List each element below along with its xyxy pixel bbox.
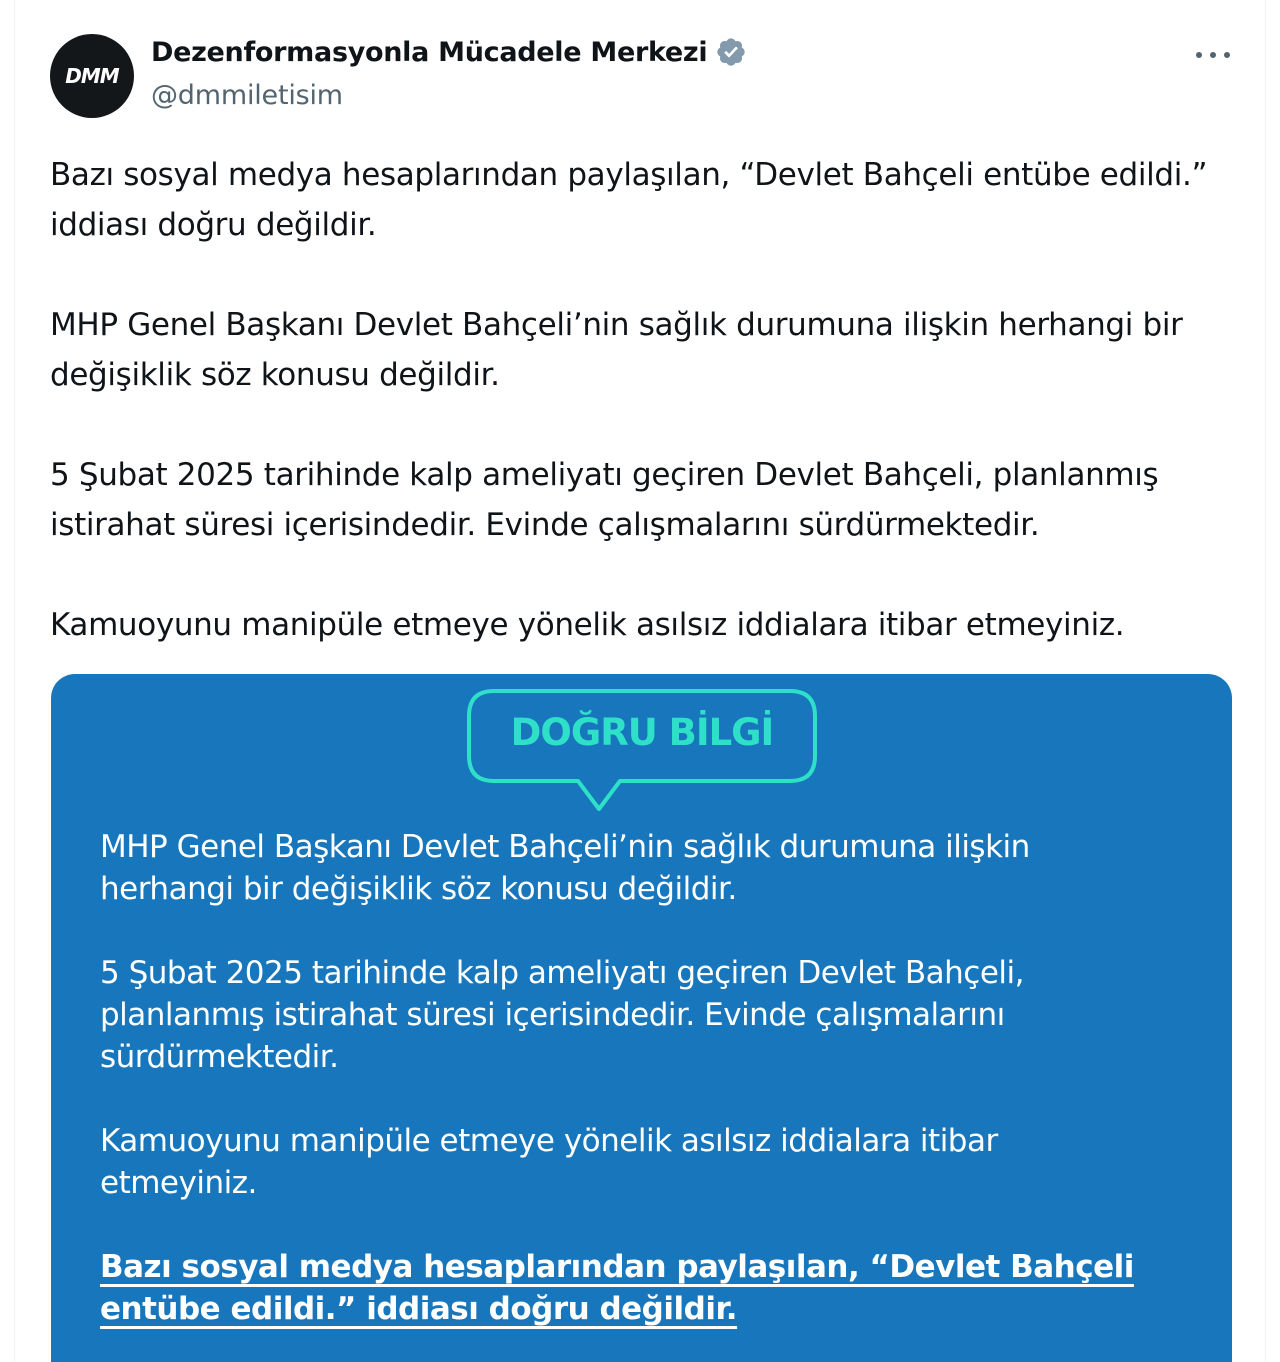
- card-paragraph: 5 Şubat 2025 tarihinde kalp ameliyatı geçiren Devlet Bahçeli, planlanmış istirahat süresi içerisindedir. Evinde çalışmalarını sürdürmektedir.: [100, 955, 1024, 1075]
- card-paragraph: MHP Genel Başkanı Devlet Bahçeli’nin sağlık durumuna ilişkin herhangi bir değişiklik söz konusu değildir.: [100, 829, 1030, 907]
- more-options-button[interactable]: [1196, 44, 1230, 66]
- tweet-paragraph: MHP Genel Başkanı Devlet Bahçeli’nin sağlık durumuna ilişkin herhangi bir değişiklik söz konusu değildir.: [50, 307, 1183, 393]
- dot-icon: [1224, 52, 1230, 58]
- tweet-text: [50, 150, 1240, 650]
- avatar-text: DMM: [65, 64, 119, 88]
- card-paragraph: Kamuoyunu manipüle etmeye yönelik asılsız iddialara itibar etmeyiniz.: [100, 1123, 998, 1201]
- author-name-row: [151, 36, 747, 68]
- tweet-paragraph: Kamuoyunu manipüle etmeye yönelik asılsız iddialara itibar etmeyiniz.: [50, 607, 1125, 643]
- badge: [466, 688, 818, 816]
- display-name[interactable]: Dezenformasyonla Mücadele Merkezi: [151, 36, 708, 68]
- card-body: [100, 826, 1160, 1330]
- dot-icon: [1196, 52, 1202, 58]
- account-handle[interactable]: @dmmiletisim: [151, 80, 343, 111]
- avatar[interactable]: [50, 34, 134, 118]
- claim-text: Bazı sosyal medya hesaplarından paylaşılan, “Devlet Bahçeli entübe edildi.” iddiası doğru değildir.: [100, 1249, 1134, 1327]
- tweet-image-card[interactable]: [51, 674, 1232, 1362]
- dot-icon: [1210, 52, 1216, 58]
- badge-label: DOĞRU BİLGİ: [510, 711, 774, 754]
- verified-badge-icon: [715, 36, 747, 68]
- tweet-paragraph: Bazı sosyal medya hesaplarından paylaşılan, “Devlet Bahçeli entübe edildi.” iddiası doğru değildir.: [50, 157, 1208, 243]
- tweet-paragraph: 5 Şubat 2025 tarihinde kalp ameliyatı geçiren Devlet Bahçeli, planlanmış istirahat süresi içerisindedir. Evinde çalışmalarını sürdürmektedir.: [50, 457, 1159, 543]
